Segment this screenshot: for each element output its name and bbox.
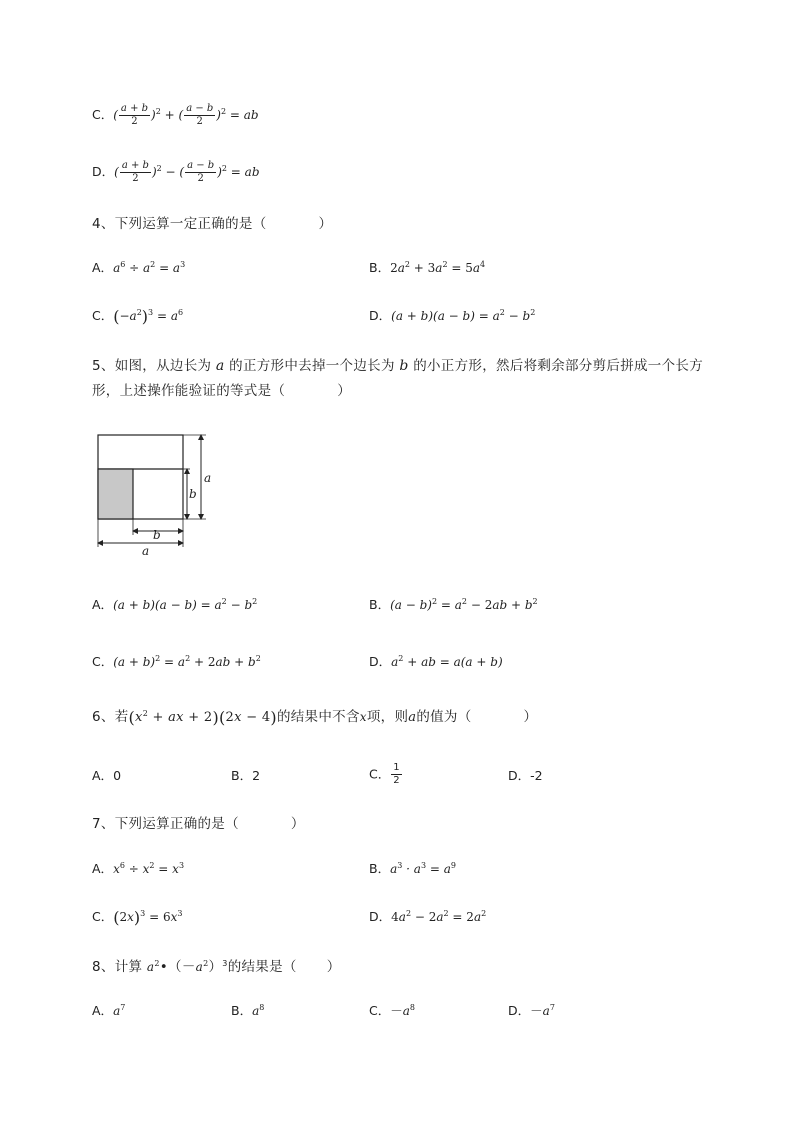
label-a-bottom: a [142, 544, 150, 558]
formula: $a^2$ + ab = a(a + b) [391, 654, 503, 669]
label-b-bottom: b [153, 528, 161, 542]
q6-option-a[interactable]: A．0 [92, 768, 122, 783]
q6-stem: 6、若($x^2$ + ax + 2)(2x − 4)的结果中不含x项，则a的值为（ ） [92, 708, 538, 727]
q6-option-d[interactable]: D．-2 [508, 768, 543, 783]
q8-option-a[interactable]: A．$a^7$ [92, 1003, 126, 1018]
q5-option-c[interactable]: C．$(a + b)^2 = a^2 + 2ab + b^2$ [92, 654, 261, 669]
q8-stem: 8、计算 $a^2•(-a^2)^3$的结果是（ ） [92, 959, 341, 975]
q7-option-a[interactable]: A．$x^6 \div x^2 = x^3$ [92, 861, 185, 876]
q3-option-d[interactable] [92, 161, 260, 184]
label-b-right: b [189, 487, 197, 501]
formula: $2a^2 + 3a^2 = 5a^4$ [390, 260, 486, 275]
formula: $a^7$ [542, 1003, 555, 1018]
formula: $a^8$ [402, 1003, 415, 1018]
formula: $(a - b)^2 = a^2 - 2ab + b^2$ [390, 597, 538, 612]
formula: $(a + b)(a - b) = a^2 - b^2$ [391, 308, 536, 323]
fraction: $\frac{1}{2}$ [393, 762, 400, 786]
q4-option-d[interactable]: D．$(a + b)(a - b) = a^2 - b^2$ [369, 308, 536, 323]
q5-option-b[interactable]: B．$(a - b)^2 = a^2 - 2ab + b^2$ [369, 597, 538, 612]
q5-stem-line2: 形，上述操作能验证的等式是（ ） [92, 383, 352, 399]
q5-stem-line1: 5、如图，从边长为 a 的正方形中去掉一个边长为 b 的小正方形，然后将剩余部分剪后拼成一个长方 [92, 358, 704, 374]
q6-option-b[interactable]: B．2 [231, 768, 261, 783]
formula: $(2x)^3 = 6x^3$ [113, 908, 183, 927]
label-a-right: a [204, 471, 212, 485]
formula: $a^8$ [252, 1003, 265, 1018]
formula: ( $\frac{a + b}{2}$ )$^2$ + ( $\frac{a - b}{2}$ )$^2$ = ab [113, 103, 259, 127]
q7-option-d[interactable]: D．$4a^2 - 2a^2 = 2a^2$ [369, 909, 487, 924]
q4-option-a[interactable]: A．$a^6 \div a^2 = a^3$ [92, 260, 186, 275]
q7-stem: 7、下列运算正确的是（ ） [92, 816, 305, 832]
q5-option-d[interactable]: D．$a^2$ + ab = a(a + b) [369, 654, 503, 669]
q4-stem: 4、下列运算一定正确的是（ ） [92, 216, 333, 232]
formula: ( $\frac{a + b}{2}$ )$^2$ − ( $\frac{a - b}{2}$ )$^2$ = ab [114, 160, 260, 184]
q7-option-b[interactable]: B．$a^3 \cdot a^3 = a^9$ [369, 861, 456, 876]
formula: $a^6 \div a^2 = a^3$ [113, 260, 186, 275]
q5-option-a[interactable]: A．$(a + b)(a - b) = a^2 - b^2$ [92, 597, 258, 612]
q3-option-c[interactable] [92, 104, 259, 127]
formula: $(a + b)^2 = a^2 + 2ab + b^2$ [113, 654, 261, 669]
q8-option-d[interactable]: D．$-a^7$ [508, 1003, 555, 1018]
option-label: C． [92, 107, 114, 122]
q4-option-c[interactable]: C．$(-a^2)^3 = a^6$ [92, 307, 184, 326]
formula: $a^7$ [113, 1003, 126, 1018]
shaded-rectangle [98, 469, 133, 519]
formula: $a^3 \cdot a^3 = a^9$ [390, 861, 456, 876]
q6-option-c[interactable]: C． $\frac{1}{2}$ [369, 762, 400, 786]
formula: $4a^2 - 2a^2 = 2a^2$ [391, 909, 487, 924]
q7-option-c[interactable]: C．$(2x)^3 = 6x^3$ [92, 908, 183, 927]
option-label: D． [92, 164, 115, 179]
q4-option-b[interactable]: B．$2a^2 + 3a^2 = 5a^4$ [369, 260, 486, 275]
formula: $x^6 \div x^2 = x^3$ [113, 861, 185, 876]
formula: ($x^2$ + ax + 2)(2x − 4) [128, 708, 277, 727]
formula: $(a + b)(a - b) = a^2 - b^2$ [113, 597, 258, 612]
q8-option-b[interactable]: B．$a^8$ [231, 1003, 265, 1018]
q8-option-c[interactable]: C．$-a^8$ [369, 1003, 415, 1018]
formula: $(-a^2)^3 = a^6$ [113, 307, 184, 326]
q5-figure [90, 428, 220, 560]
